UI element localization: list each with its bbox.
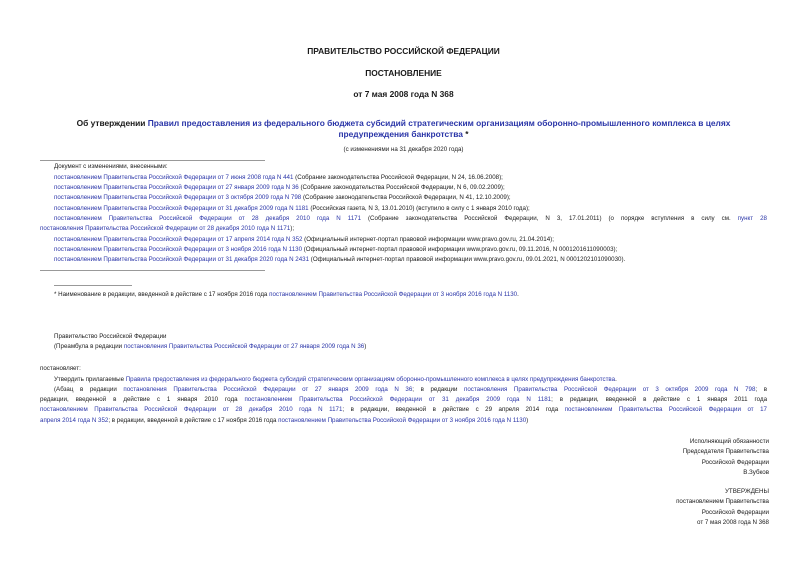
divider-mid (40, 270, 265, 271)
change-link[interactable]: постановлением Правительства Российской Федерации от 31 декабря 2009 года N 1181 (54, 205, 309, 212)
change-item-cont: постановления Правительства Российской Федерации от 28 декабря 2010 года N 1171); (40, 225, 295, 232)
title-rules-link-cont[interactable]: предупреждения банкротства (338, 129, 463, 139)
decides-text: постановляет: (40, 365, 81, 372)
signature-title: Исполняющий обязанности (689, 438, 769, 445)
approved-heading: УТВЕРЖДЕНЫ (725, 488, 769, 495)
preamble-link[interactable]: постановления Правительства Российской Федерации от 27 января 2009 года N 36 (123, 343, 365, 350)
edit-link[interactable]: постановлением Правительства Российской Федерации от 28 декабря 2010 года N 1171 (40, 406, 343, 413)
change-link[interactable]: постановлением Правительства Российской Федерации от 31 декабря 2020 года N 2431 (54, 256, 310, 263)
document-title (40, 118, 767, 140)
edition-paragraph-line: постановлением Правительства Российской Федерации от 28 декабря 2010 года N 1171; в редакции, введенной в действие с 29 апреля 2014 года постановлением Правительства Российской Федерации от 17 (40, 406, 767, 413)
edition-paragraph-line: апреля 2014 года N 352; в редакции, введенной в действие с 17 ноября 2016 года постановлением Правительства Российской Федерации от 3 ноября 2016 года N 1130) (40, 417, 529, 424)
change-item: постановлением Правительства Российской Федерации от 17 апреля 2014 года N 352 (Официальный интернет-портал правовой информации www.pravo.gov.ru, 21.04.2014); (54, 236, 554, 243)
change-link[interactable]: постановлением Правительства Российской Федерации от 28 декабря 2010 года N 1171 (54, 215, 362, 222)
change-item: постановлением Правительства Российской Федерации от 7 июня 2008 года N 441 (Собрание законодательства Российской Федерации, N 24, 16.06.2008); (54, 174, 503, 181)
change-item: постановлением Правительства Российской Федерации от 27 января 2009 года N 36 (Собрание законодательства Российской Федерации, N 6, 09.02.2009); (54, 184, 505, 191)
signature-title: Российской Федерации (701, 458, 769, 466)
signature-title: Председателя Правительства (682, 448, 769, 456)
edit-link[interactable]: апреля 2014 года N 352 (40, 417, 109, 424)
edit-link[interactable]: постановлением Правительства Российской Федерации от 17 (564, 406, 767, 413)
title-prefix: Об утверждении (76, 118, 148, 128)
doc-type-heading: ПОСТАНОВЛЕНИЕ (365, 68, 442, 78)
approved-line: постановлением Правительства (676, 498, 769, 506)
edit-link[interactable]: постановлением Правительства Российской Федерации от 31 декабря 2009 года N 1181 (244, 396, 552, 403)
change-item: постановлением Правительства Российской Федерации от 28 декабря 2010 года N 1171 (Собрание законодательства Российской Федерации, N 3, 17.01.2011) (о порядке вступления в силу см. пункт 28 (54, 215, 767, 222)
doc-date-number: от 7 мая 2008 года N 368 (353, 89, 454, 99)
change-link[interactable]: постановлением Правительства Российской Федерации от 3 ноября 2016 года N 1130 (54, 246, 303, 253)
change-link[interactable]: постановлением Правительства Российской Федерации от 17 апреля 2014 года N 352 (54, 236, 303, 243)
signature-block (683, 437, 769, 478)
footnote-divider (54, 285, 132, 286)
approved-line: от 7 мая 2008 года N 368 (697, 518, 769, 526)
edit-link[interactable]: постановлением Правительства Российской Федерации от 3 ноября 2016 года N 1130 (278, 417, 527, 424)
change-link[interactable]: постановлением Правительства Российской Федерации от 7 июня 2008 года N 441 (54, 174, 294, 181)
change-link[interactable]: постановлением Правительства Российской Федерации от 3 октября 2009 года N 798 (54, 194, 302, 201)
clause-28-link[interactable]: пункт 28 (737, 215, 767, 222)
edition-note: (с изменениями на 31 декабря 2020 года) (343, 146, 464, 153)
edit-link[interactable]: постановления Правительства Российской Федерации от 27 января 2009 года N 36 (123, 386, 413, 393)
change-link[interactable]: постановлением Правительства Российской Федерации от 27 января 2009 года N 36 (54, 184, 299, 191)
preamble-note: (Преамбула в редакции постановления Правительства Российской Федерации от 27 января 2009 года N 36) (54, 343, 367, 350)
approved-line: Российской Федерации (701, 508, 769, 516)
change-item: постановлением Правительства Российской Федерации от 3 октября 2009 года N 798 (Собрание законодательства Российской Федерации, N 41, 12.10.2009); (54, 194, 511, 201)
change-item: постановлением Правительства Российской Федерации от 3 ноября 2016 года N 1130 (Официальный интернет-портал правовой информации www.pravo.gov.ru, 09.11.2016, N 0001201611090003); (54, 246, 618, 253)
footnote: * Наименование в редакции, введенной в действие с 17 ноября 2016 года постановлением Правительства Российской Федерации от 3 ноября 2016 года N 1130. (54, 291, 519, 298)
signatory-name: В.Зубков (743, 468, 769, 476)
government-heading: ПРАВИТЕЛЬСТВО РОССИЙСКОЙ ФЕДЕРАЦИИ (307, 46, 500, 56)
change-item: постановлением Правительства Российской Федерации от 31 декабря 2009 года N 1181 (Российская газета, N 3, 13.01.2010) (вступило в силу с 1 января 2010 года); (54, 205, 530, 212)
title-star: * (462, 129, 469, 139)
edit-link[interactable]: постановления Правительства Российской Федерации от 3 октября 2009 года N 798 (463, 386, 756, 393)
change-link[interactable]: постановления Правительства Российской Федерации от 28 декабря 2010 года N 1171 (40, 225, 291, 232)
change-item: постановлением Правительства Российской Федерации от 31 декабря 2020 года N 2431 (Официальный интернет-портал правовой информации www.pravo.gov.ru, 09.01.2021, N 0001202101090030). (54, 256, 626, 263)
approved-block (676, 487, 769, 528)
divider-top (40, 160, 265, 161)
changes-intro: Документ с изменениями, внесенными: (54, 163, 168, 170)
approve-paragraph: Утвердить прилагаемые Правила предоставления из федерального бюджета субсидий стратегическим организациям оборонно-промышленного комплекса в целях предупреждения банкротства. (54, 376, 617, 383)
edition-paragraph-line: (Абзац в редакции постановления Правительства Российской Федерации от 27 января 2009 года N 36; в редакции постановления Правительства Российской Федерации от 3 октября 2009 года N 798; в (54, 386, 767, 393)
footnote-link[interactable]: постановлением Правительства Российской Федерации от 3 ноября 2016 года N 1130 (269, 291, 518, 298)
title-rules-link[interactable]: Правил предоставления из федерального бюджета субсидий стратегическим организациям оборонно-промышленного комплекса в целях (147, 118, 731, 128)
edition-paragraph-line: редакции, введенной в действие с 1 января 2010 года постановлением Правительства Российской Федерации от 31 декабря 2009 года N 1181; в редакции, введенной в действие с 1 января 2011 года (40, 396, 768, 403)
approve-rules-link[interactable]: Правила предоставления из федерального бюджета субсидий стратегическим организациям оборонно-промышленного комплекса в целях предупреждения банкротства (125, 376, 616, 383)
preamble-gov: Правительство Российской Федерации (54, 333, 167, 340)
